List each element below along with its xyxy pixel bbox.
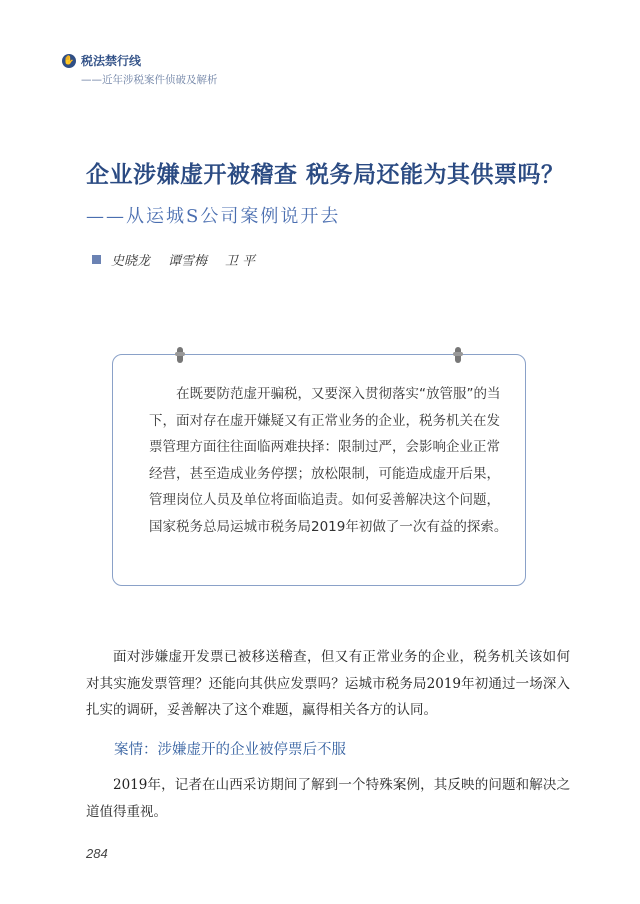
summary-box bbox=[112, 354, 526, 586]
summary-text bbox=[149, 381, 509, 540]
author-line bbox=[92, 250, 273, 269]
body-paragraph-1 bbox=[86, 644, 570, 724]
author-3: 卫 平 bbox=[225, 254, 256, 269]
article-title: 企业涉嫌虚开被稽查 税务局还能为其供票吗？ bbox=[86, 161, 565, 188]
pin-icon bbox=[455, 347, 461, 363]
hand-icon: ✋ bbox=[63, 55, 75, 66]
summary-paragraph: 在既要防范虚开骗税，又要深入贯彻落实“放管服”的当下，面对存在虚开嫌疑又有正常业务的企业，税务机关在发票管理方面往往面临两难抉择：限制过严，会影响企业正常经营，甚至造成业务停摆；放松限制，可能造成虚开后果，管理岗位人员及单位将面临追责。如何妥善解决这个问题，国家税务总局运城市税务局2019年初做了一次有益的探索。 bbox=[149, 386, 508, 535]
author-2: 谭雪梅 bbox=[168, 254, 208, 269]
running-header bbox=[62, 52, 218, 87]
header-title: 税法禁行线 bbox=[81, 54, 142, 68]
page-number: 284 bbox=[86, 846, 108, 861]
article-subtitle: ——从运城S公司案例说开去 bbox=[86, 206, 341, 227]
square-bullet-icon bbox=[92, 255, 101, 264]
author-1: 史晓龙 bbox=[111, 254, 151, 269]
section-heading: 案情：涉嫌虚开的企业被停票后不服 bbox=[114, 742, 346, 758]
paragraph-text: 2019年，记者在山西采访期间了解到一个特殊案例，其反映的问题和解决之道值得重视。 bbox=[86, 777, 570, 820]
body-paragraph-2 bbox=[86, 772, 570, 825]
header-subtitle: ——近年涉税案件侦破及解析 bbox=[81, 74, 218, 86]
pin-icon bbox=[177, 347, 183, 363]
paragraph-text: 面对涉嫌虚开发票已被移送稽查，但又有正常业务的企业，税务机关该如何对其实施发票管理？还能向其供应发票吗？运城市税务局2019年初通过一场深入扎实的调研，妥善解决了这个难题，赢得相关各方的认同。 bbox=[86, 649, 570, 718]
